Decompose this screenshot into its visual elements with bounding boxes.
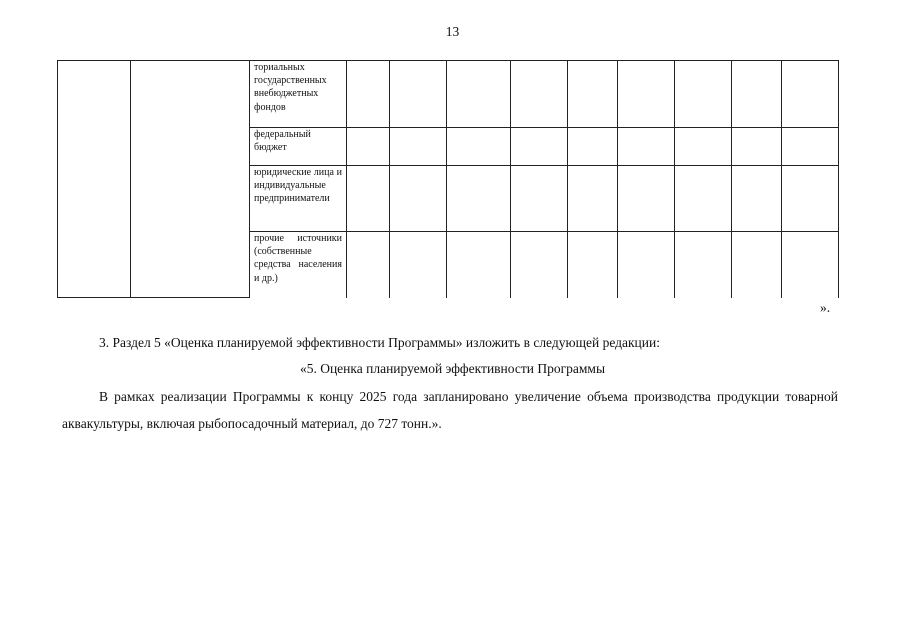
value-cell [511, 128, 568, 166]
value-cell [675, 166, 732, 232]
value-cell [732, 232, 782, 298]
value-cell [568, 232, 618, 298]
funding-source-cell: федеральный бюджет [250, 128, 347, 166]
value-cell [732, 61, 782, 128]
program-name-cell [131, 61, 250, 298]
section-body: В рамках реализации Программы к концу 2025 года запланировано увеличение объема производства продукции товарной аквакультуры, включая рыбопосадочный материал, до 727 тонн.». [62, 389, 838, 431]
section-heading: «5. Оценка планируемой эффективности Программы [299, 361, 606, 376]
value-cell [347, 128, 390, 166]
value-cell [390, 232, 447, 298]
value-cell [390, 61, 447, 128]
funding-table [57, 60, 839, 298]
value-cell [732, 128, 782, 166]
value-cell [511, 232, 568, 298]
value-cell [390, 128, 447, 166]
funding-source-cell: юридические лица и индивидуальные предприниматели [250, 166, 347, 232]
value-cell [511, 166, 568, 232]
value-cell [347, 232, 390, 298]
value-cell [618, 166, 675, 232]
value-cell [347, 61, 390, 128]
value-cell [447, 128, 511, 166]
value-cell [618, 232, 675, 298]
value-cell [675, 61, 732, 128]
value-cell [347, 166, 390, 232]
value-cell [568, 128, 618, 166]
value-cell [675, 232, 732, 298]
value-cell [511, 61, 568, 128]
value-cell [732, 166, 782, 232]
value-cell [447, 61, 511, 128]
value-cell [675, 128, 732, 166]
value-cell [782, 232, 839, 298]
table-row [58, 61, 839, 128]
number-cell [58, 61, 131, 298]
funding-source-cell: ториальных государственных внебюджетных фондов [250, 61, 347, 128]
table-closing-quote: ». [820, 300, 831, 315]
value-cell [447, 166, 511, 232]
value-cell [782, 128, 839, 166]
value-cell [618, 128, 675, 166]
value-cell [568, 61, 618, 128]
value-cell [447, 232, 511, 298]
value-cell [568, 166, 618, 232]
value-cell [618, 61, 675, 128]
amendment-intro: 3. Раздел 5 «Оценка планируемой эффективности Программы» изложить в следующей редакции: [99, 335, 660, 350]
page-number: 13 [445, 24, 460, 39]
funding-source-cell: прочие источники (собственные средства населения и др.) [250, 232, 347, 298]
value-cell [782, 61, 839, 128]
value-cell [782, 166, 839, 232]
value-cell [390, 166, 447, 232]
